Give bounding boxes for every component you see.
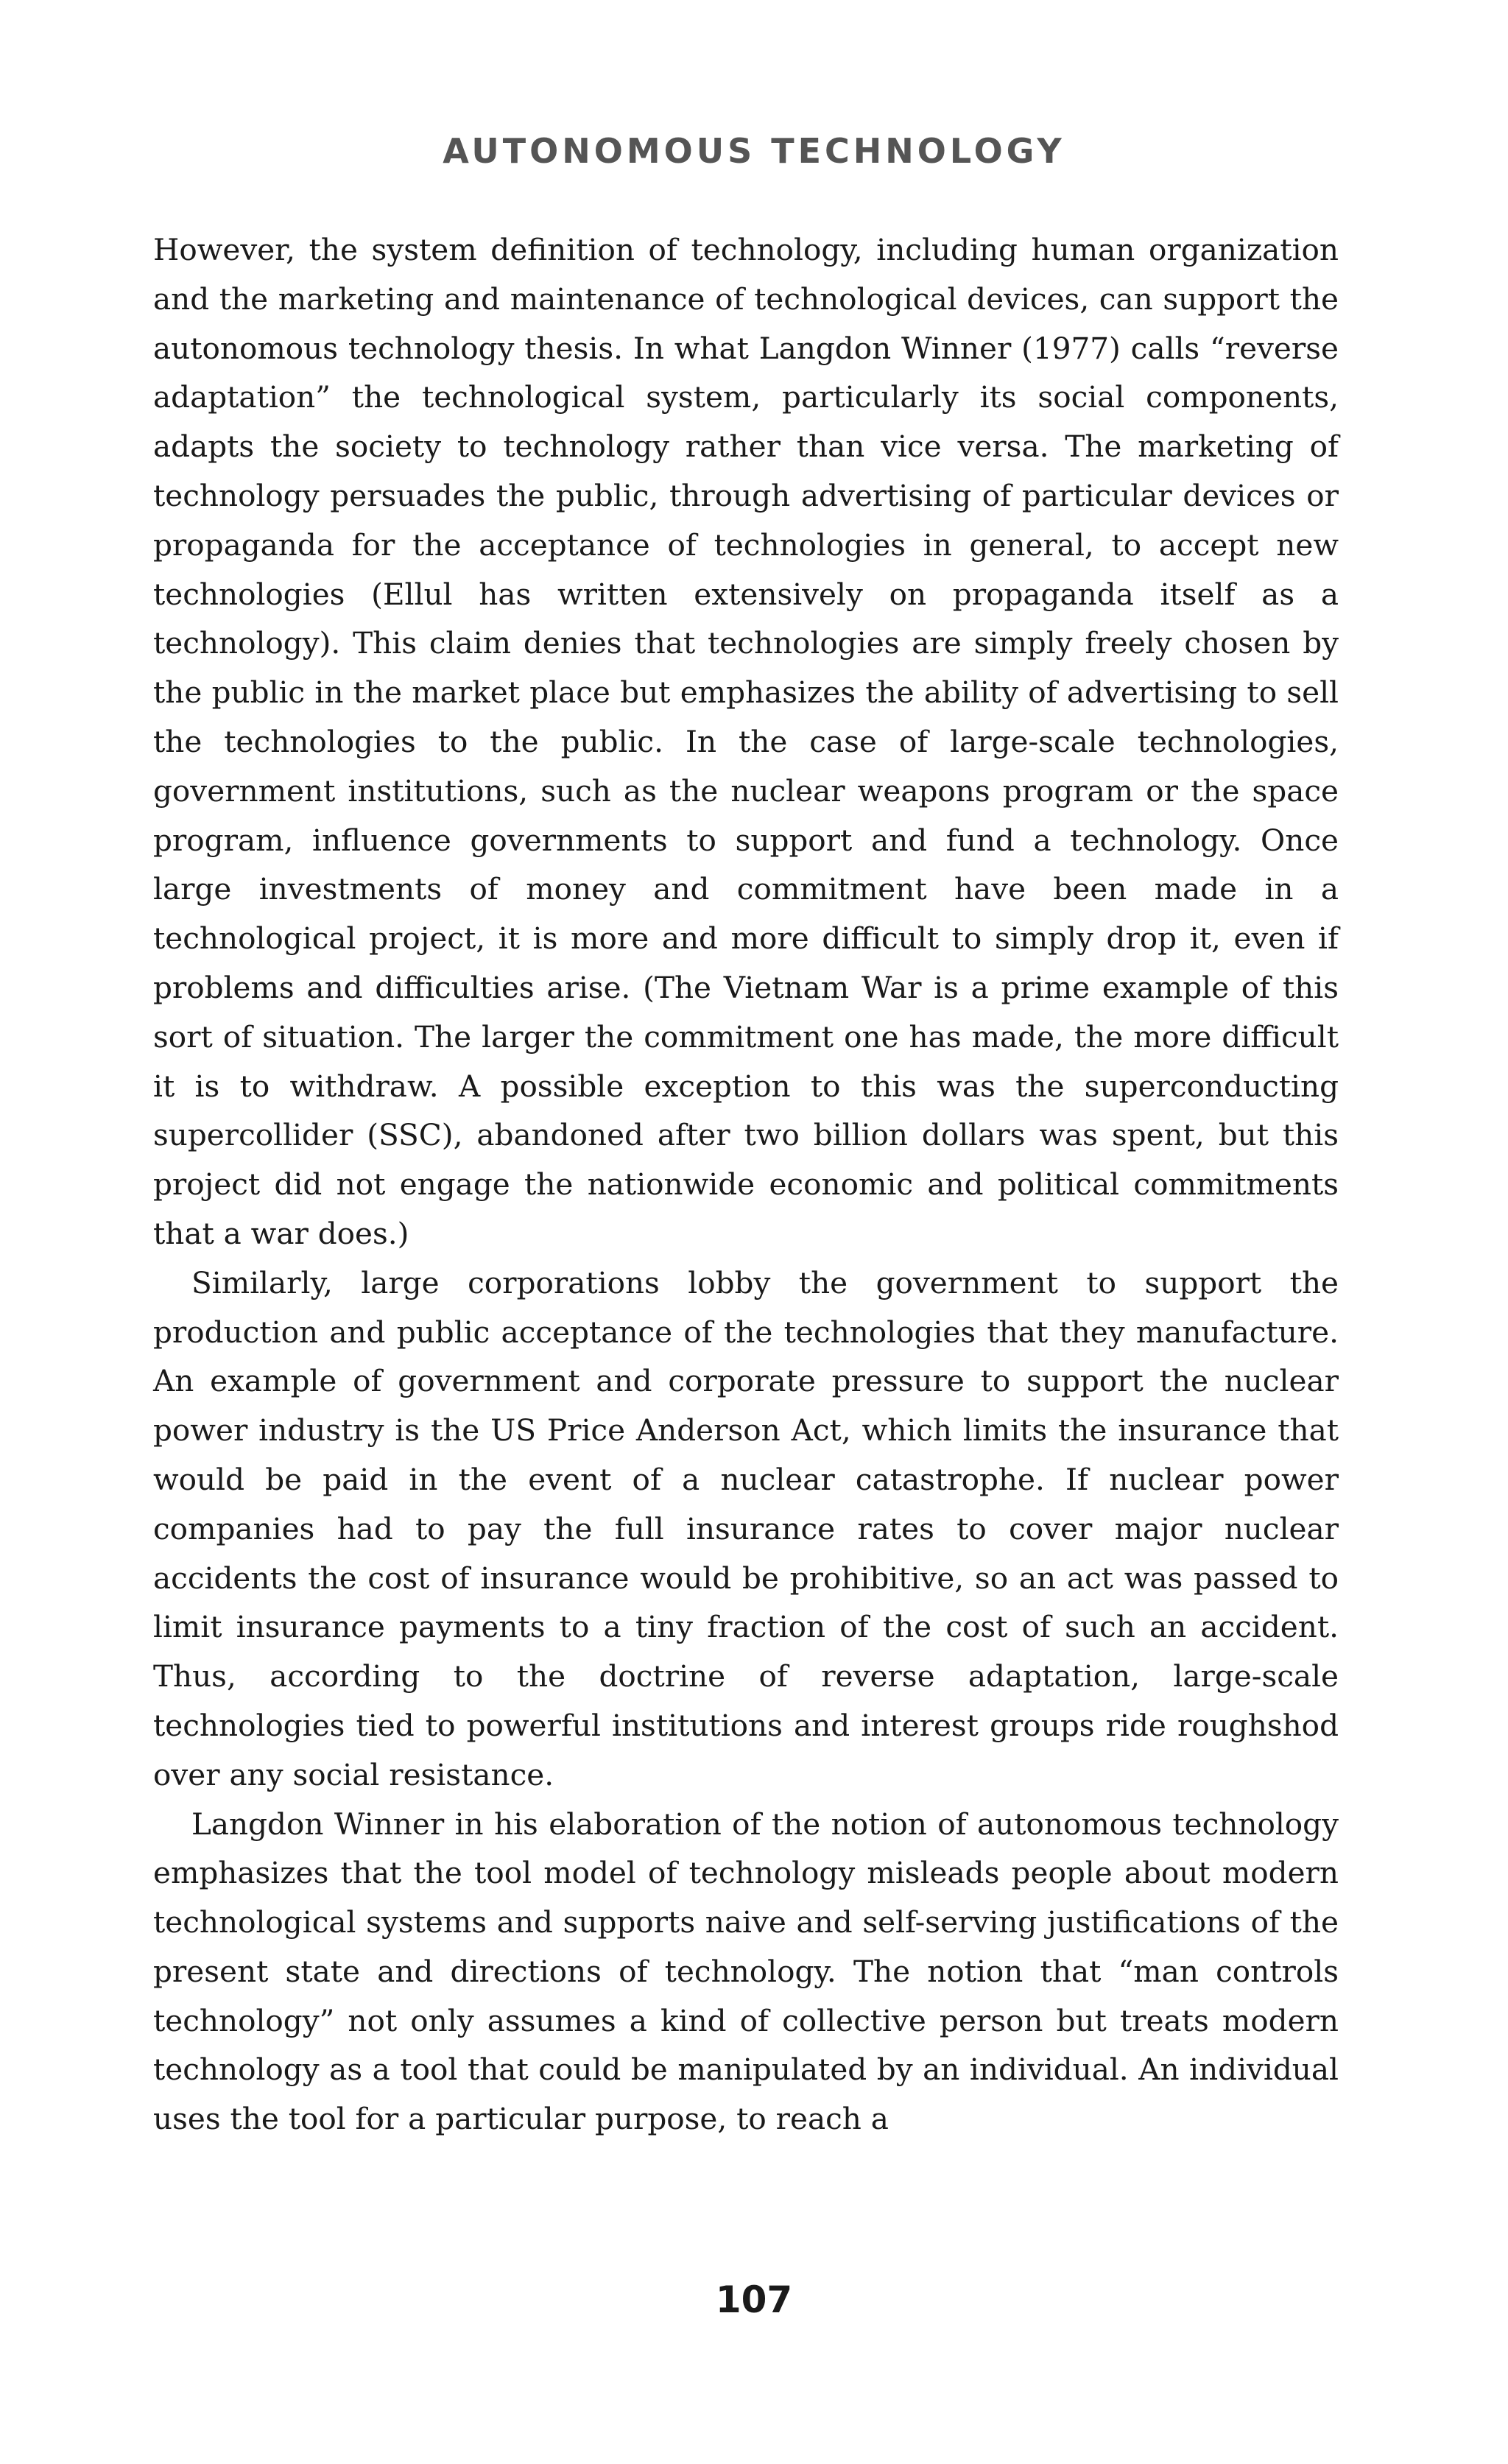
paragraph: Langdon Winner in his elaboration of the notion of autonomous technology emphasizes that the tool model of technology misleads people about modern technological systems and supports naive and self-serving justifications of the present state and directions of technology. The notion that “man controls technology” not only assumes a kind of collective person but treats modern technology as a tool that could be manipulated by an individual. An individual uses the tool for a particular purpose, to reach a: [153, 1806, 1339, 2137]
paragraph: However, the system definition of technology, including human organization and the marketing and maintenance of technological devices, can support the autonomous technology thesis. In what Langdon Winner (1977) calls “reverse adaptation” the technological system, particularly its social components, adapts the society to technology rather than vice versa. The marketing of technology persuades the public, through advertising of particular devices or propaganda for the acceptance of technologies in general, to accept new technologies (Ellul has written extensively on propaganda itself as a technology). This claim denies that technologies are simply freely chosen by the public in the market place but emphasizes the ability of advertising to sell the technologies to the public. In the case of large-scale technologies, government institutions, such as the nuclear weapons program or the space program, influence governments to support and fund a technology. Once large investments of money and commitment have been made in a technological project, it is more and more difficult to simply drop it, even if problems and difficulties arise. (The Vietnam War is a prime example of this sort of situation. The larger the commitment one has made, the more difficult it is to withdraw. A possible exception to this was the superconducting supercollider (SSC), abandoned after two billion dollars was spent, but this project did not engage the nationwide economic and political commitments that a war does.): [153, 232, 1339, 1251]
paragraph: Similarly, large corporations lobby the government to support the production and public acceptance of the technologies that they manufacture. An example of government and corporate pressure to support the nuclear power industry is the US Price Anderson Act, which limits the insurance that would be paid in the event of a nuclear catastrophe. If nuclear power companies had to pay the full insurance rates to cover major nuclear accidents the cost of insurance would be prohibitive, so an act was passed to limit insurance payments to a tiny fraction of the cost of such an accident. Thus, according to the doctrine of reverse adaptation, large-scale technologies tied to powerful institutions and interest groups ride roughshod over any social resistance.: [153, 1264, 1339, 1792]
page-number: 107: [715, 2278, 793, 2321]
body-text: [153, 225, 1339, 2144]
running-head: AUTONOMOUS TECHNOLOGY: [443, 131, 1065, 171]
